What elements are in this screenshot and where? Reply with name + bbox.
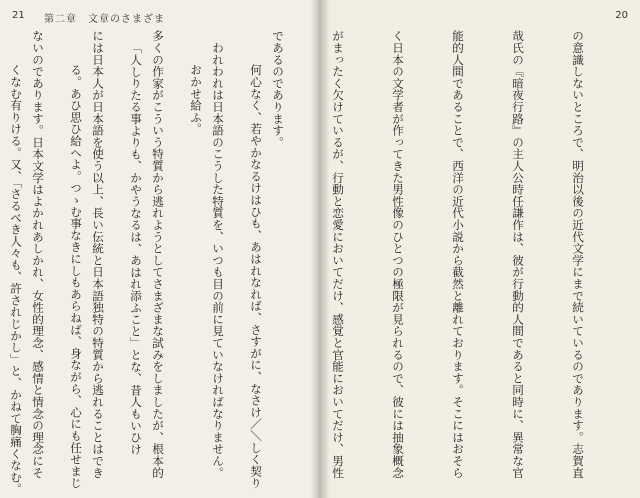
body-line: われわれは日本語のこうした特質を、いつも目の前に見ていなければなりません。 [211, 30, 225, 479]
quote-line: おかせ給ふ。 [189, 64, 203, 135]
body-line: ないのであります。日本文学はよかれあしかれ、女性的理念、感情と情念の理念にそ [31, 30, 45, 479]
running-title: 第二章 文章のさまざま [44, 14, 165, 25]
book-gutter-shadow [310, 0, 330, 498]
left-page-number: 21 [12, 10, 25, 21]
body-line: には日本人が日本語を使う以上、長い伝統と日本語独特の特質から逃れることはでき [91, 30, 105, 479]
body-line: の意識しないところで、明治以後の近代文学にまで続いているのであります。志賀直 [571, 30, 585, 479]
quote-line: 何心なく、若やかなるけはひも、あはれなれば、さすがに、なさけ／＼しく契り [249, 64, 263, 489]
body-line: 多くの作家がこういう特質から逃れようとしてさまざまな試みをしましたが、根本的 [151, 30, 165, 479]
body-line: く日本の文学者が作ってきた男性像のひとつの極限が見られるので、彼には抽象概念 [391, 30, 405, 479]
body-line: 哉氏の『暗夜行路』の主人公時任謙作は、彼が行動的人間であると同時に、異常な官 [511, 30, 525, 479]
body-line: 能的人間であることで、西洋の近代小説から截然と離れております。そこにはおそら [451, 30, 465, 479]
body-line: がまったく欠けているが、行動と恋愛においてだけ、感覚と官能においてだけ、男性 [331, 30, 345, 479]
right-page-number: 20 [615, 10, 628, 21]
body-line: であるのであります。 [271, 30, 285, 148]
quote-line: 「人しりたる事よりも、かやうなるは、あはれ添ふこと」とな、昔人もいひけ [129, 42, 143, 455]
quote-line: る。あひ思ひ給へよ。つゝむ事なきにしもあらねば、身ながら、心にも任せまじ [69, 64, 83, 489]
quote-line: くなむ有りける。又、「さるべき人々も、許されじかし」と、かねて胸痛くなむ。 [9, 64, 23, 495]
